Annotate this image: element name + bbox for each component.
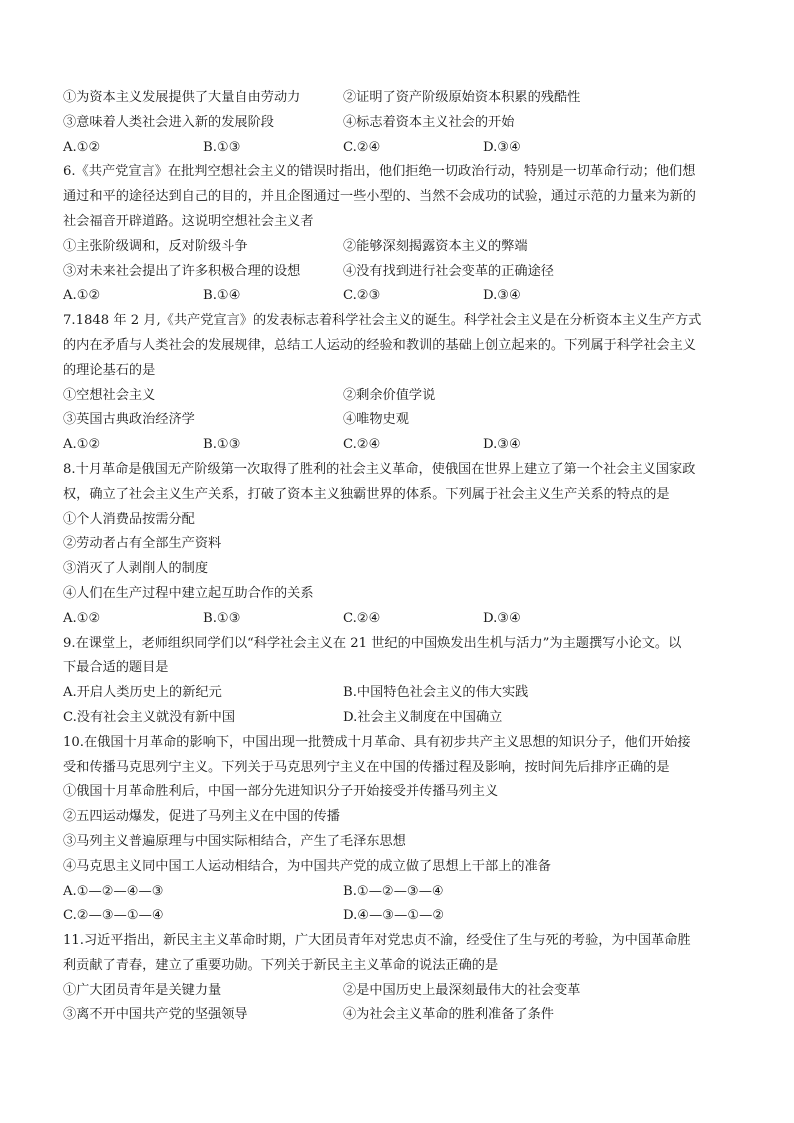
options-row <box>63 260 733 285</box>
choices-row <box>63 607 733 632</box>
question-stem-line: 通过和平的途径达到自己的目的，并且企图通过一些小型的、当然不会成功的试验，通过示范的力量来为新的 <box>63 189 696 205</box>
option-2: ②证明了资产阶级原始资本积累的残酷性 <box>343 90 581 105</box>
option-3: ③马列主义普遍原理与中国实际相结合，产生了毛泽东思想 <box>63 833 406 849</box>
choices-row <box>63 880 733 905</box>
choice-c: C.②③ <box>343 288 381 304</box>
choice-a: A.①—②—④—③ <box>63 883 164 899</box>
option-3: ③离不开中国共产党的坚强领导 <box>63 1007 248 1023</box>
option-1: ①为资本主义发展提供了大量自由劳动力 <box>63 90 301 105</box>
question-stem-line: 11.习近平指出，新民主主义革命时期，广大团员青年对党忠贞不渝，经受住了生与死的考验，为中国革命胜 <box>63 933 691 949</box>
option-4: ④人们在生产过程中建立起互助合作的关系 <box>63 585 314 601</box>
option-4: ④为社会主义革命的胜利准备了条件 <box>343 1007 554 1023</box>
choice-c: C.②④ <box>343 437 381 453</box>
question-10 <box>63 731 733 929</box>
option-2: ②五四运动爆发，促进了马列主义在中国的传播 <box>63 809 340 825</box>
choice-d: D.③④ <box>483 437 521 453</box>
choice-a: A.①② <box>63 288 101 304</box>
options-row <box>63 408 733 433</box>
option-2: ②是中国历史上最深刻最伟大的社会变革 <box>343 982 581 998</box>
option-3: ③意味着人类社会进入新的发展阶段 <box>63 114 274 130</box>
choice-b: B.①③ <box>203 139 241 155</box>
question-stem-line: 6.《共产党宣言》在批判空想社会主义的错误时指出，他们拒绝一切政治行动，特别是一切革命行动；他们想 <box>63 164 696 180</box>
choice-a: A.①② <box>63 139 101 155</box>
option-3: ③英国古典政治经济学 <box>63 412 195 428</box>
choices-row <box>63 681 733 706</box>
question-stem-line: 权，确立了社会主义生产关系，打破了资本主义独霸世界的体系。下列属于社会主义生产关系的特点的是 <box>63 486 670 502</box>
question-stem-line: 下最合适的题目是 <box>63 660 169 676</box>
option-3: ③消灭了人剥削人的制度 <box>63 561 209 577</box>
choice-b: B.①③ <box>203 437 241 453</box>
option-2: ②能够深刻揭露资本主义的弊端 <box>343 238 528 254</box>
choice-a: A.①② <box>63 437 101 453</box>
choices-row <box>63 433 733 458</box>
choice-d: D.④—③—①—② <box>343 908 445 924</box>
choice-c: C.没有社会主义就没有新中国 <box>63 709 236 725</box>
question-8 <box>63 458 733 632</box>
question-7 <box>63 309 733 458</box>
question-stem-line: 利贡献了青春，建立了重要功勋。下列关于新民主主义革命的说法正确的是 <box>63 957 499 973</box>
option-4: ④标志着资本主义社会的开始 <box>343 114 515 130</box>
options-row <box>63 1003 733 1028</box>
options-row <box>63 384 733 409</box>
choice-b: B.①④ <box>203 288 241 304</box>
question-11 <box>63 929 733 1028</box>
choices-row <box>63 136 733 161</box>
exam-page <box>63 86 733 1028</box>
choices-row <box>63 904 733 929</box>
option-4: ④没有找到进行社会变革的正确途径 <box>343 263 554 279</box>
option-4: ④马克思主义同中国工人运动相结合，为中国共产党的成立做了思想上干部上的准备 <box>63 858 551 874</box>
options-row <box>63 235 733 260</box>
option-1: ①广大团员青年是关键力量 <box>63 982 222 998</box>
choice-d: D.③④ <box>483 139 521 155</box>
question-stem-line: 社会福音开辟道路。这说明空想社会主义者 <box>63 213 314 229</box>
option-1: ①空想社会主义 <box>63 387 156 403</box>
option-1: ①俄国十月革命胜利后，中国一部分先进知识分子开始接受并传播马列主义 <box>63 784 499 800</box>
question-9 <box>63 632 733 731</box>
choices-row <box>63 706 733 731</box>
question-stem-line: 的理论基石的是 <box>63 362 156 378</box>
choice-d: D.③④ <box>483 288 521 304</box>
question-stem-line: 10.在俄国十月革命的影响下，中国出现一批赞成十月革命、具有初步共产主义思想的知识分子，他们开始接 <box>63 734 691 750</box>
option-3: ③对未来社会提出了许多积极合理的设想 <box>63 263 301 279</box>
option-4: ④唯物史观 <box>343 412 409 428</box>
options-row <box>63 86 733 111</box>
choice-d: D.社会主义制度在中国确立 <box>343 709 503 725</box>
choice-a: A.①② <box>63 610 101 626</box>
choice-b: B.中国特色社会主义的伟大实践 <box>343 685 529 701</box>
question-stem-line: 9.在课堂上，老师组织同学们以“科学社会主义在 21 世纪的中国焕发出生机与活力”为主题撰写小论文。以 <box>63 635 682 651</box>
choice-b: B.①③ <box>203 610 241 626</box>
question-5 <box>63 86 733 160</box>
question-stem-line: 受和传播马克思列宁主义。下列关于马克思列宁主义在中国的传播过程及影响，按时间先后排序正确的是 <box>63 759 670 775</box>
options-row <box>63 111 733 136</box>
option-1: ①个人消费品按需分配 <box>63 511 195 527</box>
choice-c: C.②④ <box>343 139 381 155</box>
option-2: ②剩余价值学说 <box>343 387 436 403</box>
choice-a: A.开启人类历史上的新纪元 <box>63 685 222 701</box>
choice-c: C.②④ <box>343 610 381 626</box>
choice-d: D.③④ <box>483 610 521 626</box>
option-2: ②劳动者占有全部生产资料 <box>63 536 222 552</box>
choice-c: C.②—③—①—④ <box>63 908 164 924</box>
question-stem-line: 8.十月革命是俄国无产阶级第一次取得了胜利的社会主义革命，使俄国在世界上建立了第一个社会主义国家政 <box>63 461 696 477</box>
question-stem-line: 的内在矛盾与人类社会的发展规律，总结工人运动的经验和教训的基础上创立起来的。下列属于科学社会主义 <box>63 337 696 353</box>
question-stem-line: 7.1848 年 2 月,《共产党宣言》的发表标志着科学社会主义的诞生。科学社会主义是在分析资本主义生产方式 <box>63 313 702 329</box>
options-row <box>63 979 733 1004</box>
question-6 <box>63 160 733 309</box>
choices-row <box>63 284 733 309</box>
choice-b: B.①—②—③—④ <box>343 883 444 899</box>
option-1: ①主张阶级调和，反对阶级斗争 <box>63 238 248 254</box>
